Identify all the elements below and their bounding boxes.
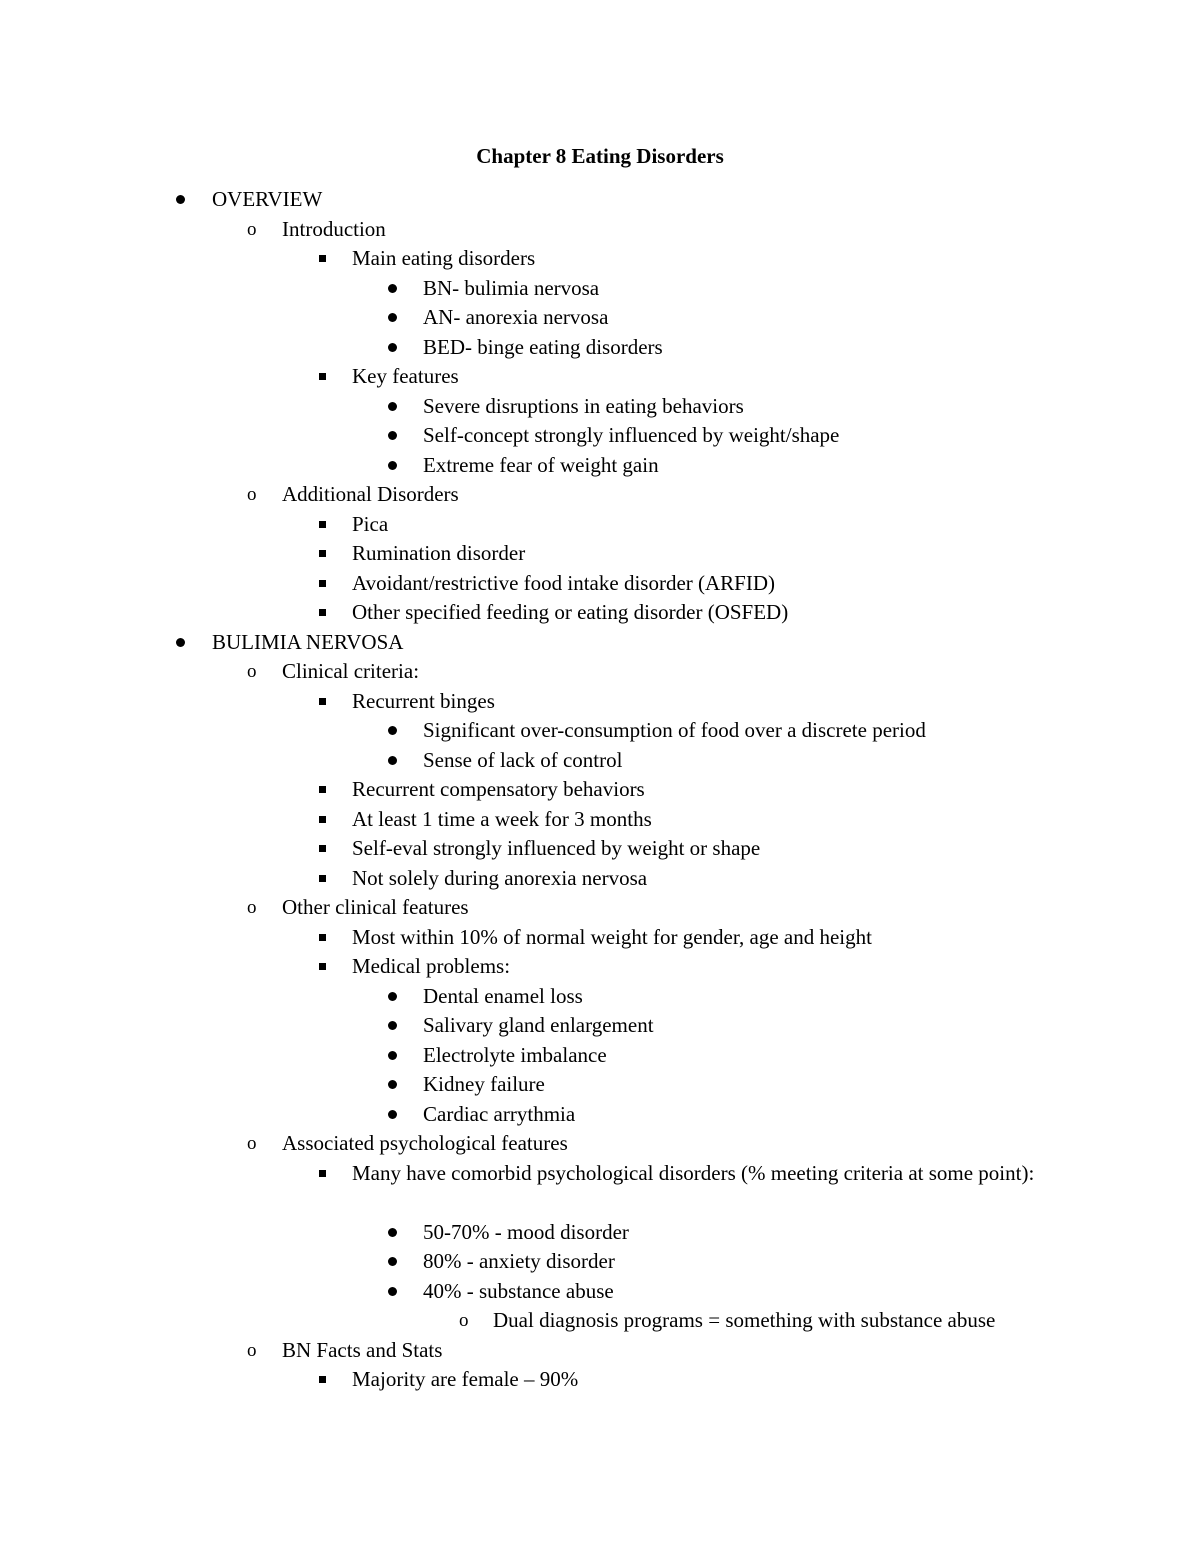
outline-item-text: Electrolyte imbalance	[423, 1043, 607, 1067]
bullet-dot-icon	[388, 461, 397, 470]
bullet-square-icon	[319, 845, 326, 852]
bullet-dot-icon	[388, 1228, 397, 1237]
outline-item-text: BULIMIA NERVOSA	[212, 630, 404, 654]
outline-item-text: Other clinical features	[282, 895, 469, 919]
outline-item-text: Associated psychological features	[282, 1131, 568, 1155]
bullet-square-icon	[319, 1376, 326, 1383]
bullet-circle-icon: o	[247, 484, 257, 505]
outline-item-text: AN- anorexia nervosa	[423, 305, 609, 329]
outline-item-text: BN- bulimia nervosa	[423, 276, 600, 300]
bullet-dot-icon	[388, 343, 397, 352]
outline-item-text: Not solely during anorexia nervosa	[352, 866, 648, 890]
outline-item-text: At least 1 time a week for 3 months	[352, 807, 652, 831]
bullet-circle-icon: o	[247, 897, 257, 918]
bullet-square-icon	[319, 786, 326, 793]
bullet-square-icon	[319, 934, 326, 941]
outline-item-text: Significant over-consumption of food over a discrete period	[423, 718, 926, 742]
bullet-square-icon	[319, 255, 326, 262]
outline-item-text: Additional Disorders	[282, 482, 459, 506]
bullet-dot-icon	[388, 1257, 397, 1266]
bullet-circle-icon: o	[247, 219, 257, 240]
outline-item-text: Key features	[352, 364, 459, 388]
bullet-square-icon	[319, 698, 326, 705]
outline-item-text: OVERVIEW	[212, 187, 323, 211]
bullet-circle-icon: o	[247, 1133, 257, 1154]
outline-item-text: 40% - substance abuse	[423, 1279, 614, 1303]
outline-item-text: Introduction	[282, 217, 386, 241]
outline-item-text: Kidney failure	[423, 1072, 545, 1096]
bullet-dot-icon	[388, 284, 397, 293]
outline-item-text: Cardiac arrythmia	[423, 1102, 576, 1126]
bullet-square-icon	[319, 580, 326, 587]
bullet-dot-icon	[176, 638, 185, 647]
bullet-dot-icon	[388, 1287, 397, 1296]
outline-item-text: Rumination disorder	[352, 541, 526, 565]
bullet-square-icon	[319, 609, 326, 616]
outline-item-text: Recurrent compensatory behaviors	[352, 777, 645, 801]
bullet-square-icon	[319, 875, 326, 882]
bullet-dot-icon	[388, 402, 397, 411]
outline-item-text: Dental enamel loss	[423, 984, 583, 1008]
outline-item-text: Pica	[352, 512, 389, 536]
outline-item-text: Recurrent binges	[352, 689, 495, 713]
outline-item-text: 80% - anxiety disorder	[423, 1249, 615, 1273]
outline-item-text: BN Facts and Stats	[282, 1338, 443, 1362]
bullet-circle-icon: o	[459, 1310, 469, 1331]
outline-item-text: Main eating disorders	[352, 246, 536, 270]
bullet-dot-icon	[388, 1080, 397, 1089]
bullet-dot-icon	[388, 313, 397, 322]
bullet-dot-icon	[388, 756, 397, 765]
outline-item-text: Medical problems:	[352, 954, 511, 978]
bullet-circle-icon: o	[247, 1340, 257, 1361]
bullet-square-icon	[319, 521, 326, 528]
bullet-circle-icon: o	[247, 661, 257, 682]
outline-item-text: 50-70% - mood disorder	[423, 1220, 629, 1244]
outline-item-text: Dual diagnosis programs = something with substance abuse	[493, 1308, 996, 1332]
bullet-square-icon	[319, 963, 326, 970]
outline-item-text: Sense of lack of control	[423, 748, 623, 772]
bullet-square-icon	[319, 373, 326, 380]
bullet-dot-icon	[388, 1021, 397, 1030]
bullet-square-icon	[319, 1170, 326, 1177]
outline-item-text: Many have comorbid psychological disorders (% meeting criteria at some point):	[352, 1161, 1035, 1185]
outline-item-text: Other specified feeding or eating disorder (OSFED)	[352, 600, 789, 624]
bullet-square-icon	[319, 550, 326, 557]
outline-item-text: BED- binge eating disorders	[423, 335, 663, 359]
outline-item-text: Most within 10% of normal weight for gender, age and height	[352, 925, 872, 949]
outline-item-text: Avoidant/restrictive food intake disorder (ARFID)	[352, 571, 776, 595]
bullet-dot-icon	[388, 431, 397, 440]
outline-item-text: Severe disruptions in eating behaviors	[423, 394, 744, 418]
bullet-dot-icon	[176, 195, 185, 204]
outline-item-text: Salivary gland enlargement	[423, 1013, 654, 1037]
bullet-dot-icon	[388, 1051, 397, 1060]
outline-item-text: Clinical criteria:	[282, 659, 420, 683]
outline-item-text: Majority are female – 90%	[352, 1367, 579, 1391]
bullet-dot-icon	[388, 726, 397, 735]
outline-item-text: Self-concept strongly influenced by weight/shape	[423, 423, 840, 447]
outline-item-text: Self-eval strongly influenced by weight or shape	[352, 836, 761, 860]
outline-item-text: Extreme fear of weight gain	[423, 453, 659, 477]
page-title: Chapter 8 Eating Disorders	[476, 144, 724, 168]
bullet-dot-icon	[388, 1110, 397, 1119]
bullet-dot-icon	[388, 992, 397, 1001]
bullet-square-icon	[319, 816, 326, 823]
